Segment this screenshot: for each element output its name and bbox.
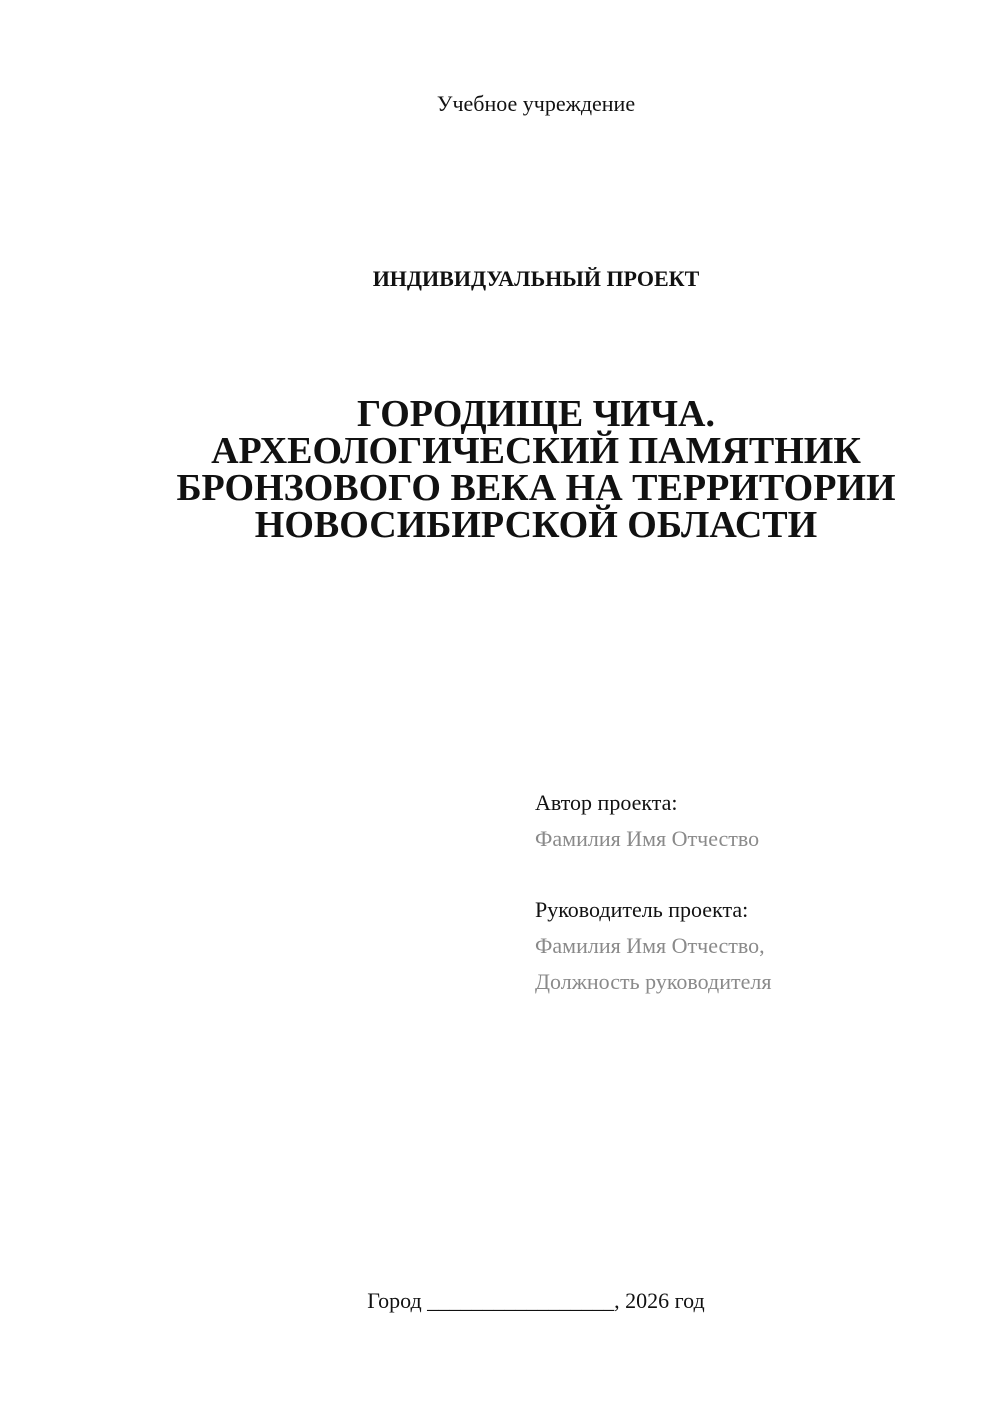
author-name: Фамилия Имя Отчество — [535, 826, 760, 851]
supervisor-position: Должность руководителя — [535, 969, 772, 994]
title-line: НОВОСИБИРСКОЙ ОБЛАСТИ — [254, 504, 818, 546]
title-line: АРХЕОЛОГИЧЕСКИЙ ПАМЯТНИК — [211, 430, 861, 472]
author-label: Автор проекта: — [535, 790, 678, 815]
project-title — [0, 393, 1000, 546]
title-line: ГОРОДИЩЕ ЧИЧА. — [357, 393, 715, 435]
supervisor-block — [535, 892, 771, 1000]
title-line: БРОНЗОВОГО ВЕКА НА ТЕРРИТОРИИ — [176, 467, 896, 509]
supervisor-name: Фамилия Имя Отчество, — [535, 933, 765, 958]
institution-name: Учебное учреждение — [436, 91, 636, 116]
project-type: ИНДИВИДУАЛЬНЫЙ ПРОЕКТ — [372, 266, 700, 291]
city-year-footer: Город _________________, 2026 год — [367, 1288, 705, 1313]
supervisor-label: Руководитель проекта: — [535, 897, 749, 922]
author-block — [535, 785, 759, 857]
